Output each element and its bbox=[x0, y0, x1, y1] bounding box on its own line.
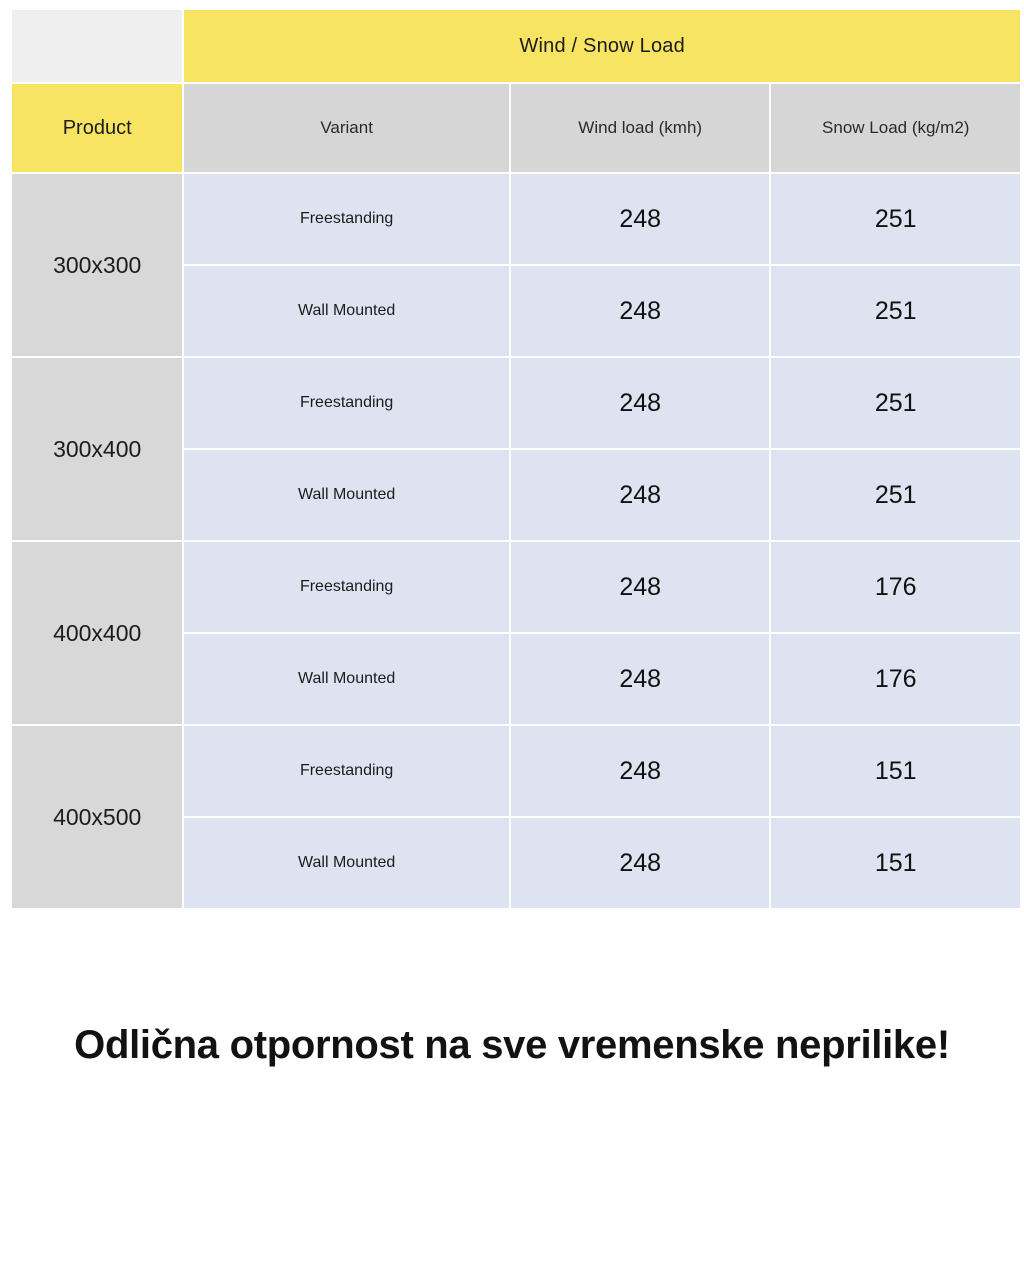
table-row bbox=[12, 174, 1020, 264]
snow-load-value: 251 bbox=[771, 174, 1020, 264]
wind-load-value: 248 bbox=[511, 818, 770, 908]
wind-load-value: 248 bbox=[511, 450, 770, 540]
snow-load-value: 251 bbox=[771, 450, 1020, 540]
snow-load-value: 151 bbox=[771, 818, 1020, 908]
variant-label: Freestanding bbox=[184, 358, 509, 448]
wind-load-value: 248 bbox=[511, 358, 770, 448]
variant-label: Freestanding bbox=[184, 542, 509, 632]
product-label: 300x400 bbox=[12, 358, 182, 540]
table-row bbox=[12, 542, 1020, 632]
table-row bbox=[12, 358, 1020, 448]
header-variant: Variant bbox=[184, 84, 509, 172]
snow-load-value: 251 bbox=[771, 358, 1020, 448]
wind-load-value: 248 bbox=[511, 174, 770, 264]
snow-load-value: 151 bbox=[771, 726, 1020, 816]
wind-load-value: 248 bbox=[511, 542, 770, 632]
wind-load-value: 248 bbox=[511, 726, 770, 816]
wind-snow-load-table bbox=[10, 8, 1022, 910]
table-banner-row bbox=[12, 10, 1020, 82]
product-label: 400x400 bbox=[12, 542, 182, 724]
table-header-row bbox=[12, 84, 1020, 172]
variant-label: Wall Mounted bbox=[184, 634, 509, 724]
variant-label: Wall Mounted bbox=[184, 450, 509, 540]
variant-label: Freestanding bbox=[184, 726, 509, 816]
snow-load-value: 176 bbox=[771, 634, 1020, 724]
product-label: 300x300 bbox=[12, 174, 182, 356]
snow-load-value: 251 bbox=[771, 266, 1020, 356]
wind-load-value: 248 bbox=[511, 634, 770, 724]
table-banner-title: Wind / Snow Load bbox=[184, 10, 1020, 82]
product-label: 400x500 bbox=[12, 726, 182, 908]
variant-label: Wall Mounted bbox=[184, 266, 509, 356]
header-wind-load: Wind load (kmh) bbox=[511, 84, 770, 172]
page-root bbox=[0, 8, 1024, 1288]
variant-label: Wall Mounted bbox=[184, 818, 509, 908]
page-caption: Odlična otpornost na sve vremenske neprilike! bbox=[74, 1023, 950, 1067]
table-row bbox=[12, 726, 1020, 816]
wind-load-value: 248 bbox=[511, 266, 770, 356]
snow-load-value: 176 bbox=[771, 542, 1020, 632]
variant-label: Freestanding bbox=[184, 174, 509, 264]
header-snow-load: Snow Load (kg/m2) bbox=[771, 84, 1020, 172]
table-corner-blank bbox=[12, 10, 182, 82]
header-product: Product bbox=[12, 84, 182, 172]
